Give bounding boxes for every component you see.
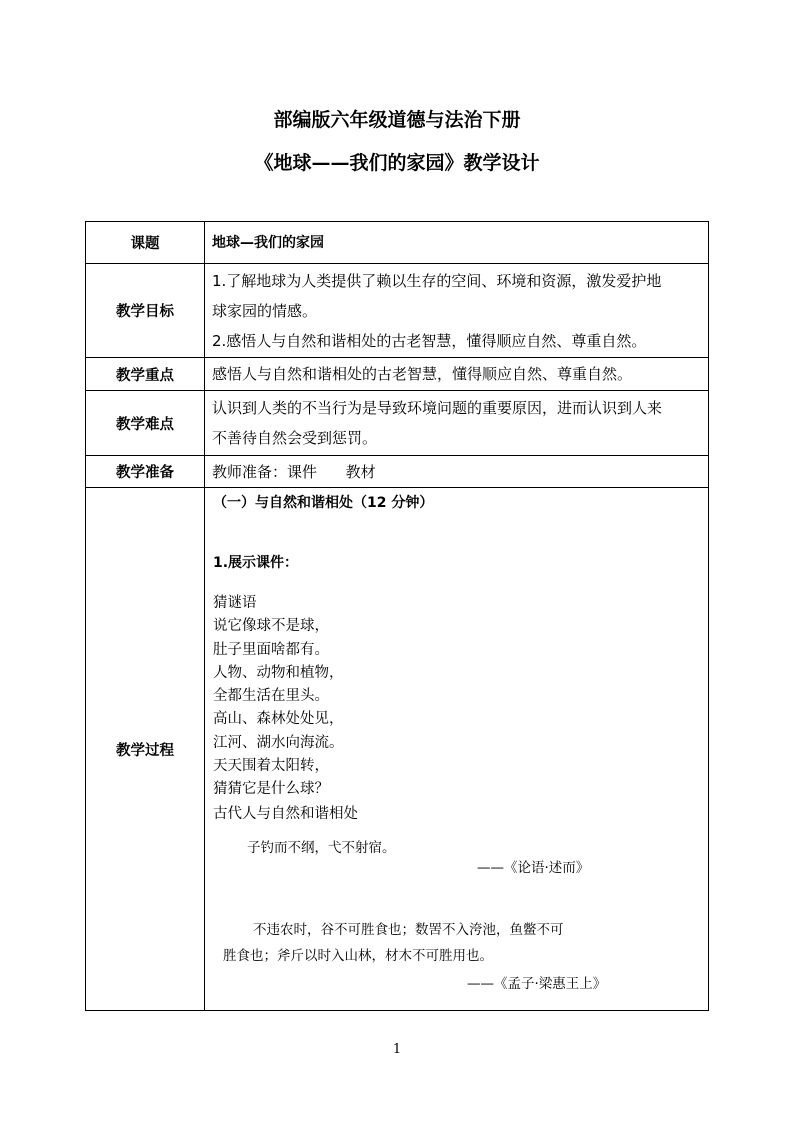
- process-step-1: 1.展示课件：: [213, 555, 299, 571]
- goals-line-3: 2.感悟人与自然和谐相处的古老智慧，懂得顺应自然、尊重自然。: [212, 331, 647, 350]
- table-row-focus: [86, 358, 709, 391]
- riddle-line: 人物、动物和植物，: [213, 664, 344, 681]
- goals-label: 教学目标: [86, 264, 205, 358]
- riddle-line: 说它像球不是球，: [213, 618, 329, 635]
- goals-line-2: 球家园的情感。: [212, 301, 318, 320]
- table-row-process: [86, 488, 709, 1011]
- topic-label: 课题: [86, 222, 205, 264]
- page-number: 1: [392, 1042, 402, 1057]
- process-section-title: （一）与自然和谐相处（12 分钟）: [213, 495, 434, 511]
- quote-analects-source: ——《论语·述而》: [477, 860, 590, 876]
- goals-line-1: 1.了解地球为人类提供了赖以生存的空间、环境和资源，激发爱护地: [212, 271, 662, 290]
- goals-value: [205, 264, 709, 358]
- prep-label: 教学准备: [86, 456, 205, 488]
- ancient-heading: 古代人与自然和谐相处: [213, 806, 358, 822]
- difficulty-line-1: 认识到人类的不当行为是导致环境问题的重要原因，进而认识到人来: [212, 399, 663, 417]
- quote-mencius-source: ——《孟子·梁惠王上》: [467, 976, 607, 992]
- riddle-line: 肚子里面啥都有。: [213, 641, 329, 658]
- riddle-line: 猜猜它是什么球？: [213, 781, 329, 798]
- process-content: [205, 488, 709, 1011]
- riddle-line: 全都生活在里头。: [213, 688, 329, 705]
- document-subtitle: 《地球——我们的家园》教学设计: [254, 152, 540, 174]
- quote-mencius-line-2: 胜食也；斧斤以时入山林，材木不可胜用也。: [223, 948, 493, 964]
- table-row-topic: [86, 222, 709, 264]
- riddle-block: [213, 592, 344, 802]
- difficulty-label: 教学难点: [86, 391, 205, 456]
- riddle-line: 高山、森林处处见，: [213, 711, 344, 728]
- process-label: 教学过程: [86, 488, 205, 1011]
- table-row-goals: [86, 264, 709, 358]
- lesson-plan-table: [85, 221, 709, 1011]
- difficulty-line-2: 不善待自然会受到惩罚。: [212, 429, 378, 447]
- topic-value: 地球—我们的家园: [205, 222, 709, 264]
- table-row-prep: [86, 456, 709, 488]
- focus-value: 感悟人与自然和谐相处的古老智慧，懂得顺应自然、尊重自然。: [205, 358, 709, 391]
- prep-value: 教师准备：课件 教材: [205, 456, 709, 488]
- riddle-line: 猜谜语: [213, 595, 257, 611]
- difficulty-value: [205, 391, 709, 456]
- quote-mencius-line-1: 不违农时，谷不可胜食也；数罟不入洿池，鱼鳖不可: [253, 922, 564, 938]
- focus-label: 教学重点: [86, 358, 205, 391]
- riddle-line: 江河、湖水向海流。: [213, 734, 344, 751]
- table-row-difficulty: [86, 391, 709, 456]
- riddle-line: 天天围着太阳转，: [213, 758, 329, 775]
- quote-analects: 子钓而不纲，弋不射宿。: [247, 840, 396, 856]
- document-title: 部编版六年级道德与法治下册: [273, 109, 521, 131]
